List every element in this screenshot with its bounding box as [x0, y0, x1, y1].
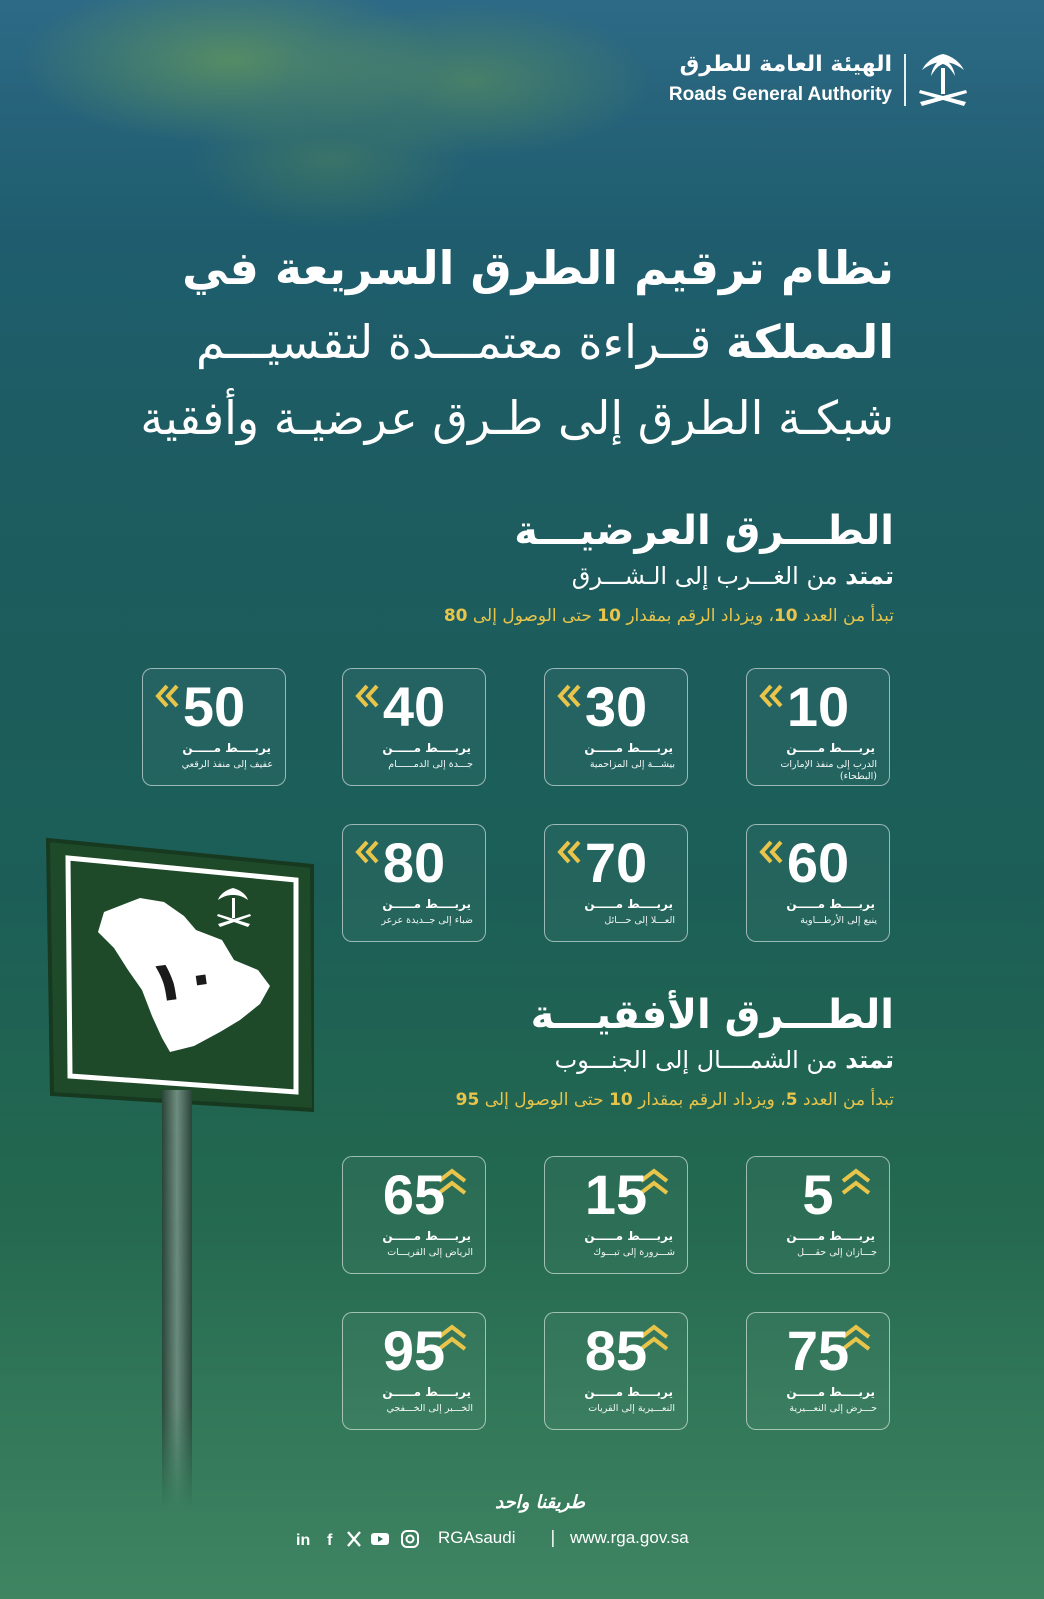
- youtube-icon[interactable]: [370, 1529, 390, 1549]
- route-description: النعـــيرية إلى القريات: [588, 1403, 675, 1414]
- route-label: يربــــط مـــــن: [786, 1385, 875, 1399]
- route-label: يربــــط مـــــن: [382, 1385, 471, 1399]
- route-card: [544, 1156, 688, 1274]
- route-number: 70: [584, 831, 648, 894]
- route-number: 95: [382, 1319, 446, 1382]
- route-card: [746, 668, 890, 786]
- instagram-icon[interactable]: [400, 1529, 420, 1549]
- subtitle-rest: من الشمــــال إلى الجنـــوب: [554, 1046, 838, 1074]
- authority-logo: [612, 48, 972, 112]
- route-label: يربــــط مـــــن: [786, 897, 875, 911]
- route-card: [342, 1312, 486, 1430]
- route-number: 50: [182, 675, 246, 738]
- note-number: 80: [443, 606, 468, 626]
- route-description: ينبع إلى الأرطـــاوية: [800, 915, 877, 926]
- footer-slogan: طريقنا واحد: [495, 1492, 585, 1513]
- route-number: 10: [786, 675, 850, 738]
- note-number: 10: [597, 606, 621, 626]
- note-text: تبدأ من العدد: [803, 1090, 894, 1110]
- linkedin-icon[interactable]: [296, 1529, 316, 1549]
- x-icon[interactable]: [344, 1529, 364, 1549]
- route-number: 15: [584, 1163, 648, 1226]
- route-description: جـــدة إلى الدمــــــام: [388, 759, 473, 770]
- note-text: حتى الوصول إلى: [472, 606, 592, 626]
- horizontal-roads-note: [444, 606, 894, 626]
- horizontal-roads-title: الطـــرق العرضيـــة: [514, 508, 894, 554]
- footer-social-row: [280, 1526, 740, 1556]
- route-number: 75: [786, 1319, 850, 1382]
- route-label: يربــــط مـــــن: [382, 897, 471, 911]
- svg-text:f: f: [327, 1532, 333, 1549]
- facebook-icon[interactable]: [322, 1529, 342, 1549]
- route-description: الخـــبر إلى الخـــفجي: [386, 1403, 473, 1414]
- headline-line-1: نظام ترقيم الطرق السريعة في: [182, 241, 894, 295]
- route-card: [342, 1156, 486, 1274]
- note-text: ، ويزداد الرقم بمقدار: [638, 1090, 786, 1110]
- headline-line-2-rest: قــراءة معتمـــدة لتقسيـــم: [196, 315, 712, 369]
- note-number: 5: [785, 1090, 798, 1110]
- route-number: 65: [382, 1163, 446, 1226]
- palm-swords-emblem-icon: [914, 50, 972, 110]
- route-label: يربــــط مـــــن: [786, 741, 875, 755]
- headline-line-3: شبكـة الطرق إلى طـرق عرضيـة وأفقية: [140, 391, 894, 445]
- sign-pole: [160, 1090, 196, 1510]
- route-card: [142, 668, 286, 786]
- route-description: الرياض إلى القريـــات: [387, 1247, 473, 1258]
- sign-route-number: ١٠: [145, 942, 223, 1017]
- vertical-roads-note: [456, 1090, 894, 1110]
- footer-separator: |: [550, 1528, 556, 1548]
- note-number: 10: [609, 1090, 633, 1110]
- route-card: [544, 824, 688, 942]
- vertical-roads-subtitle: [555, 1046, 894, 1074]
- route-number: 80: [382, 831, 446, 894]
- route-description: الدرب إلى منفذ الإمارات (البطحاء): [780, 759, 877, 782]
- route-card: [544, 1312, 688, 1430]
- route-description: حـــرض إلى النعـــيرية: [789, 1403, 877, 1414]
- note-number: 10: [773, 606, 798, 626]
- vertical-roads-title: الطـــرق الأفقيـــة: [530, 992, 894, 1038]
- route-card: [342, 824, 486, 942]
- route-number: 60: [786, 831, 850, 894]
- subtitle-bold: تمتد: [845, 562, 894, 590]
- route-card: [544, 668, 688, 786]
- road-sign-illustration: [44, 820, 314, 1120]
- logo-divider: [904, 54, 906, 106]
- route-number: 85: [584, 1319, 648, 1382]
- subtitle-rest: من الغـــرب إلى الـشـــرق: [571, 562, 838, 590]
- website-link[interactable]: www.rga.gov.sa: [570, 1528, 689, 1547]
- route-description: شـــرورة إلى تبـــوك: [593, 1247, 675, 1258]
- route-label: يربــــط مـــــن: [584, 741, 673, 755]
- subtitle-bold: تمتد: [845, 1046, 894, 1074]
- note-text: تبدأ من العدد: [803, 606, 894, 626]
- authority-name-english: Roads General Authority: [668, 84, 892, 105]
- route-description: عفيف إلى منفذ الرقعي: [181, 759, 273, 770]
- horizontal-roads-subtitle: [572, 562, 894, 590]
- headline-bold-word: المملكة: [725, 315, 894, 369]
- authority-name-arabic: الهيئة العامة للطرق: [679, 52, 892, 77]
- route-description: ضباء إلى جــديدة عرعر: [381, 915, 473, 926]
- route-card: [746, 824, 890, 942]
- note-text: حتى الوصول إلى: [484, 1090, 604, 1110]
- route-label: يربــــط مـــــن: [786, 1229, 875, 1243]
- route-label: يربــــط مـــــن: [584, 1229, 673, 1243]
- note-number: 95: [455, 1090, 480, 1110]
- route-label: يربــــط مـــــن: [584, 1385, 673, 1399]
- route-label: يربــــط مـــــن: [382, 1229, 471, 1243]
- route-description: جـــازان إلى حقــــل: [797, 1247, 877, 1258]
- route-card: [746, 1312, 890, 1430]
- route-number: 5: [802, 1163, 834, 1226]
- route-label: يربــــط مـــــن: [382, 741, 471, 755]
- note-text: ، ويزداد الرقم بمقدار: [626, 606, 774, 626]
- headline-line-2: [196, 310, 894, 374]
- route-description: بيشـــة إلى المزاحمية: [589, 759, 675, 770]
- route-description: العـــلا إلى حـــائل: [604, 915, 675, 926]
- route-number: 40: [382, 675, 446, 738]
- route-card: [342, 668, 486, 786]
- route-label: يربــــط مـــــن: [182, 741, 271, 755]
- svg-text:in: in: [296, 1532, 311, 1549]
- route-number: 30: [584, 675, 648, 738]
- route-label: يربــــط مـــــن: [584, 897, 673, 911]
- route-card: [746, 1156, 890, 1274]
- social-handle[interactable]: RGAsaudi: [438, 1528, 516, 1547]
